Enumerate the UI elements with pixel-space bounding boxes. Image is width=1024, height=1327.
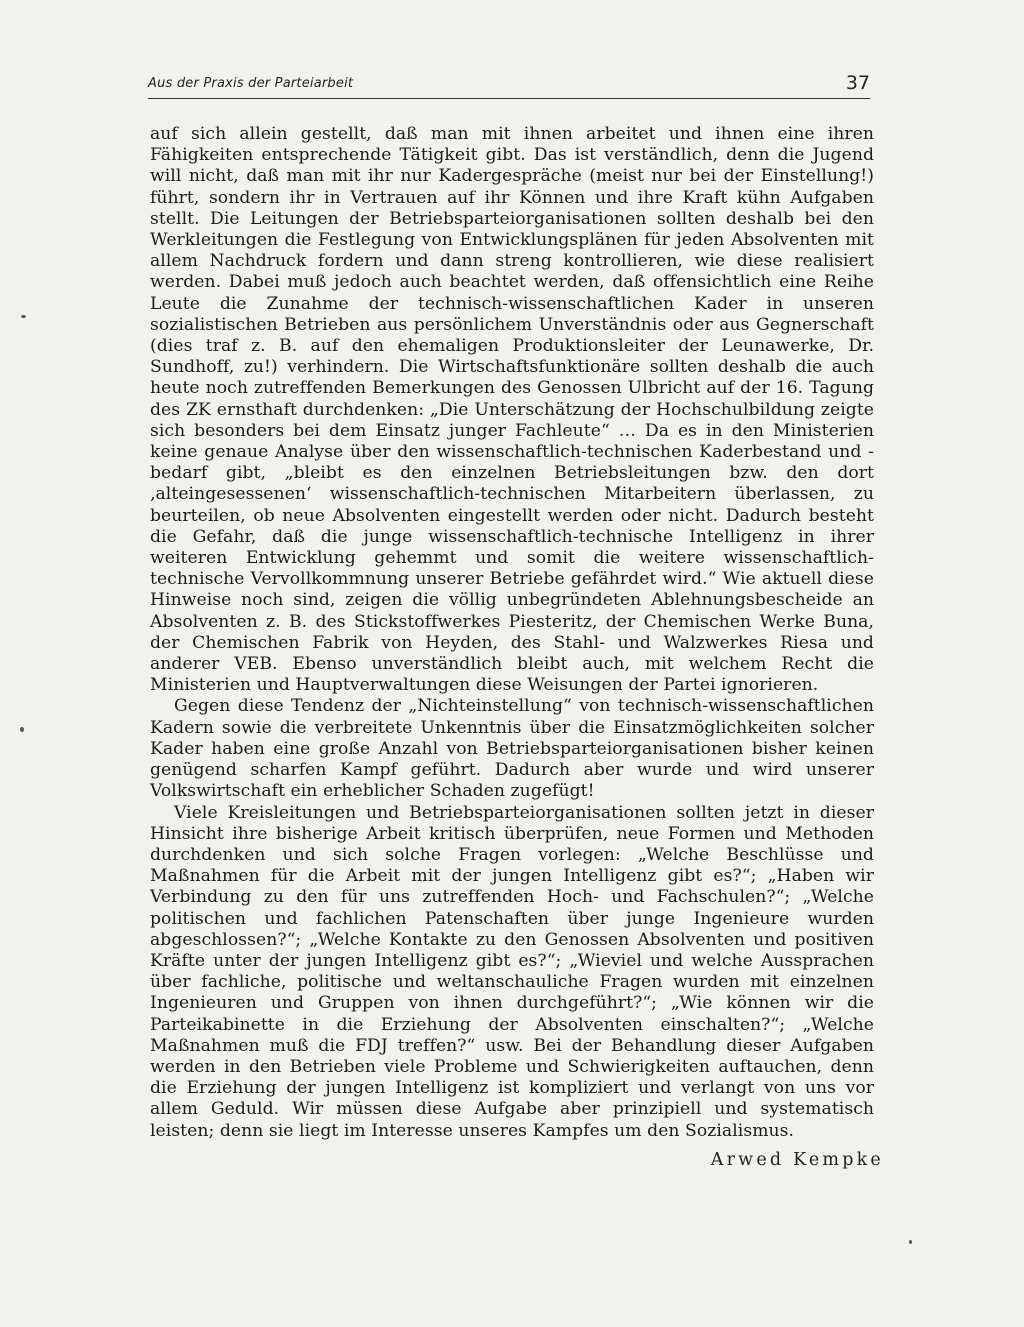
paragraph-1: auf sich allein gestellt, daß man mit ihnen arbeitet und ihnen eine ihren Fähigkeiten entsprechende Tätigkeit gibt. Das ist verständlich, denn die Jugend will nicht, daß man mit ihr nur Kadergespräche (meist nur bei der Einstellung!) führt, sondern ihr in Vertrauen auf ihr Können und ihre Kraft kühn Aufgaben stellt. Die Leitungen der Betriebsparteiorganisationen sollten deshalb bei den Werkleitungen die Festlegung von Entwicklungsplänen für jeden Absolventen mit allem Nachdruck fordern und dann streng kontrollieren, wie diese realisiert werden. Dabei muß jedoch auch beachtet werden, daß offensichtlich eine Reihe Leute die Zunahme der technisch-wissenschaftlichen Kader in unseren sozialistischen Betrieben aus persönlichem Unverständnis oder aus Gegnerschaft (dies traf z. B. auf den ehemaligen Produktionsleiter der Leunawerke, Dr. Sundhoff, zu!) verhindern. Die Wirtschaftsfunktionäre sollten deshalb die auch heute noch zutreffenden Bemerkungen des Genossen Ulbricht auf der 16. Tagung des ZK ernsthaft durchdenken: „Die Unterschätzung der Hochschulbildung zeigte sich besonders bei dem Einsatz junger Fachleute“ … Da es in den Ministerien keine genaue Analyse über den wissenschaftlich-technischen Kaderbestand und -bedarf gibt, „bleibt es den einzelnen Betriebsleitungen bzw. den dort ‚alteingesessenen‘ wissenschaftlich-technischen Mitarbeitern überlassen, zu beurteilen, ob neue Absolventen eingestellt werden oder nicht. Dadurch besteht die Gefahr, daß die junge wissenschaftlich-technische Intelligenz in ihrer weiteren Entwicklung gehemmt und somit die weitere wissenschaftlich-technische Vervollkommnung unserer Betriebe gefährdet wird.“ Wie aktuell diese Hinweise noch sind, zeigen die völlig unbegründeten Ablehnungsbescheide an Absolventen z. B. des Stickstoffwerkes Piesteritz, der Chemischen Werke Buna, der Chemischen Fabrik von Heyden, des Stahl- und Walzwerkes Riesa und anderer VEB. Ebenso unverständlich bleibt auch, mit welchem Recht die Ministerien und Hauptverwaltungen diese Weisungen der Partei ignorieren. bbox=[150, 124, 874, 696]
author-signature: Arwed Kempke bbox=[710, 1150, 884, 1170]
scan-speck bbox=[20, 727, 24, 732]
article-body bbox=[150, 124, 874, 1142]
running-title: Aus der Praxis der Parteiarbeit bbox=[148, 76, 354, 91]
paragraph-2: Gegen diese Tendenz der „Nichteinstellung“ von technisch-wissenschaftlichen Kadern sowie die verbreitete Unkenntnis über die Einsatzmöglichkeiten solcher Kader haben eine große Anzahl von Betriebsparteiorganisationen bisher keinen genügend scharfen Kampf geführt. Dadurch aber wurde und wird unserer Volkswirtschaft ein erheblicher Schaden zugefügt! bbox=[150, 696, 874, 802]
page-header bbox=[148, 72, 870, 99]
page-number: 37 bbox=[845, 72, 870, 94]
paragraph-3: Viele Kreisleitungen und Betriebsparteiorganisationen sollten jetzt in dieser Hinsicht ihre bisherige Arbeit kritisch überprüfen, neue Formen und Methoden durchdenken und sich solche Fragen vorlegen: „Welche Beschlüsse und Maßnahmen für die Arbeit mit der jungen Intelligenz gibt es?“; „Haben wir Verbindung zu den für uns zutreffenden Hoch- und Fachschulen?“; „Welche politischen und fachlichen Patenschaften über junge Ingenieure wurden abgeschlossen?“; „Welche Kontakte zu den Genossen Absolventen und positiven Kräfte unter der jungen Intelligenz gibt es?“; „Wieviel und welche Aussprachen über fachliche, politische und weltanschauliche Fragen wurden mit einzelnen Ingenieuren und Gruppen von ihnen durchgeführt?“; „Wie können wir die Parteikabinette in die Erziehung der Absolventen einschalten?“; „Welche Maßnahmen muß die FDJ treffen?“ usw. Bei der Behandlung dieser Aufgaben werden in den Betrieben viele Probleme und Schwierigkeiten auftauchen, denn die Erziehung der jungen Intelligenz ist kompliziert und verlangt von uns vor allem Geduld. Wir müssen diese Aufgabe aber prinzipiell und systematisch leisten; denn sie liegt im Interesse unseres Kampfes um den Sozialismus. bbox=[150, 802, 874, 1141]
scan-speck bbox=[909, 1240, 912, 1244]
scan-speck bbox=[21, 315, 26, 318]
